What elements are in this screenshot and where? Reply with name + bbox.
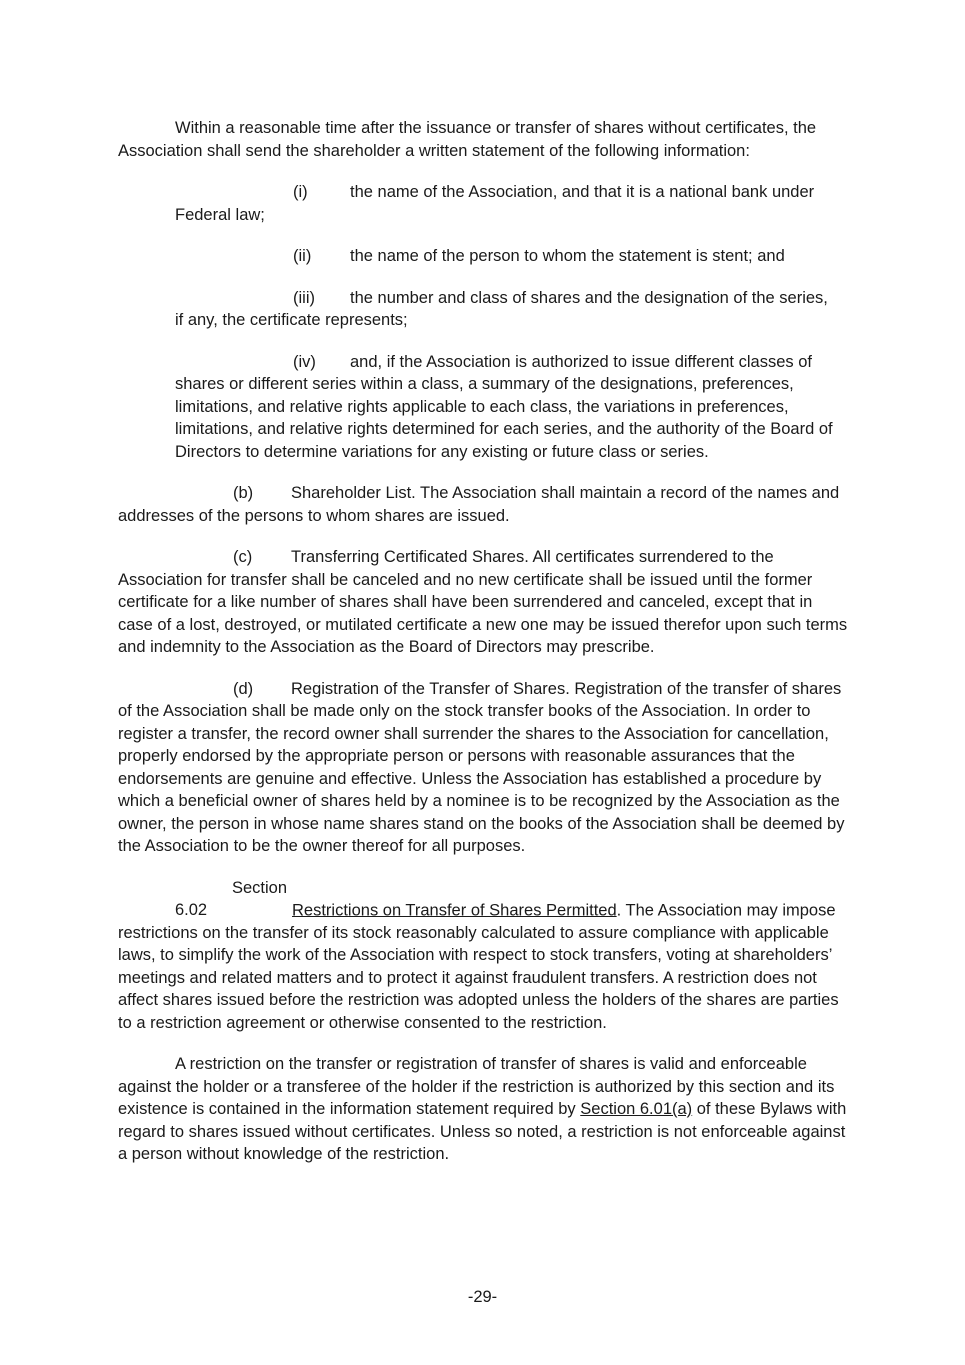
list-item-number: (iv) <box>293 352 316 371</box>
list-item-continuation: if any, the certificate represents; <box>175 311 408 329</box>
list-item-ii <box>118 245 850 268</box>
document-body <box>118 117 850 1185</box>
subsection-d <box>118 678 850 858</box>
paragraph-text: A restriction on the transfer or registration of transfer of shares is valid and enforceable against the holder or a transferee of the holder if the restriction is authorized by this section and its existence is contained in the information statement required by <box>118 1055 835 1118</box>
section-number: Section 6.02 <box>175 878 288 919</box>
subsection-c <box>118 546 850 659</box>
list-item-iv <box>118 351 850 464</box>
restriction-paragraph <box>118 1053 850 1166</box>
list-item-number: (ii) <box>293 247 312 265</box>
subsection-label: (c) <box>233 548 253 566</box>
section-text: . The Association may impose restrictions on the transfer of its stock reasonably calculated to assure compliance with applicable laws, to simplify the work of the Association with respect to stock transfers, voting at shareholders’ meetings and related matters and to protect it against fraudulent transfers. A restriction does not affect shares issued before the restriction was adopted unless the holders of the shares are parties to a restriction agreement or otherwise consented to the restriction. <box>118 901 839 1032</box>
subsection-label: (d) <box>233 679 254 698</box>
list-item-number: (iii) <box>293 288 315 307</box>
subsection-b <box>118 482 850 527</box>
list-item-text: and, if the Association is authorized to issue different classes of <box>350 352 812 371</box>
section-title: Restrictions on Transfer of Shares Permitted <box>292 901 617 919</box>
subsection-text: Shareholder List. The Association shall maintain a record of the names and addresses of the persons to whom shares are issued. <box>118 484 840 525</box>
list-item-i <box>118 181 850 226</box>
section-reference-link[interactable]: Section 6.01(a) <box>580 1100 693 1118</box>
paragraph-text-end: of these Bylaws with regard to shares issued without certificates. Unless so noted, a restriction is not enforceable against a person without knowledge of the restriction. <box>118 1100 847 1163</box>
subsection-text: Transferring Certificated Shares. All certificates surrendered to the Association for transfer shall be canceled and no new certificate shall be issued until the former certificate for a like number of shares shall have been surrendered and canceled, except that in case of a lost, destroyed, or mutilated certificate a new one may be issued therefor upon such terms and indemnity to the Association as the Board of Directors may prescribe. <box>118 548 848 656</box>
list-item-text: the name of the Association, and that it is a national bank under <box>350 183 815 201</box>
list-item-number: (i) <box>293 183 308 201</box>
list-item-continuation: Federal law; <box>175 205 265 224</box>
list-item-text: the name of the person to whom the statement is stent; and <box>350 247 785 265</box>
page-number: -29- <box>467 1288 498 1306</box>
section-6-02 <box>118 877 850 1035</box>
list-item-iii <box>118 287 850 332</box>
intro-paragraph: Within a reasonable time after the issuance or transfer of shares without certificates, the Association shall send the shareholder a written statement of the following information: <box>118 119 817 160</box>
list-item-continuation: shares or different series within a class, a summary of the designations, preferences, limitations, and relative rights applicable to each class, the variations in preferences, limitations, and relative rights determined for each series, and the authority of the Board of Directors to determine variations for any existing or future class or series. <box>175 375 833 461</box>
list-item-text: the number and class of shares and the designation of the series, <box>350 288 828 307</box>
subsection-text: Registration of the Transfer of Shares. Registration of the transfer of shares of the Association shall be made only on the stock transfer books of the Association. In order to register a transfer, the record owner shall surrender the shares to the Association for cancellation, properly endorsed by the appropriate person or persons with reasonable assurances that the endorsements are genuine and effective. Unless the Association has established a procedure by which a beneficial owner of shares held by a nominee is to be recognized by the Association as the owner, the person in whose name shares stand on the books of the Association shall be deemed by the Association to be the owner thereof for all purposes. <box>118 679 845 855</box>
subsection-label: (b) <box>233 484 254 502</box>
